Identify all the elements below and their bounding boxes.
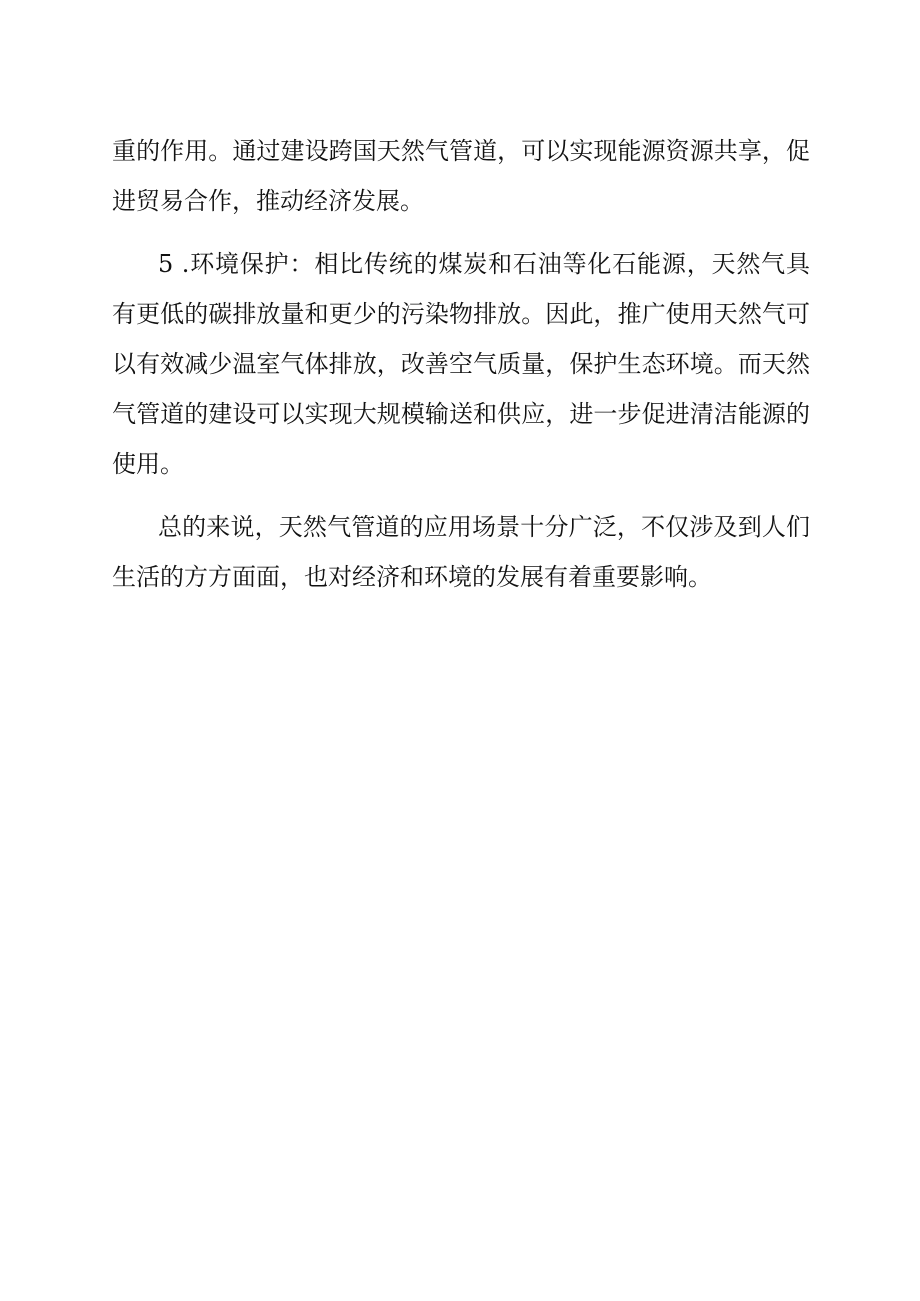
paragraph-continuation: 重的作用。通过建设跨国天然气管道，可以实现能源资源共享，促进贸易合作，推动经济发展。 <box>112 137 810 215</box>
document-body <box>112 126 810 615</box>
list-item-number: 5 <box>158 250 174 278</box>
paragraph-text: .环境保护：相比传统的煤炭和石油等化石能源，天然气具有更低的碳排放量和更少的污染物排放。因此，推广使用天然气可以有效减少温室气体排放，改善空气质量，保护生态环境。而天然气管道的建设可以实现大规模输送和供应，进一步促进清洁能源的使用。 <box>112 250 810 478</box>
paragraph-conclusion: 总的来说，天然气管道的应用场景十分广泛，不仅涉及到人们生活的方方面面，也对经济和环境的发展有着重要影响。 <box>112 513 810 591</box>
paragraph-environmental-protection <box>112 239 810 489</box>
